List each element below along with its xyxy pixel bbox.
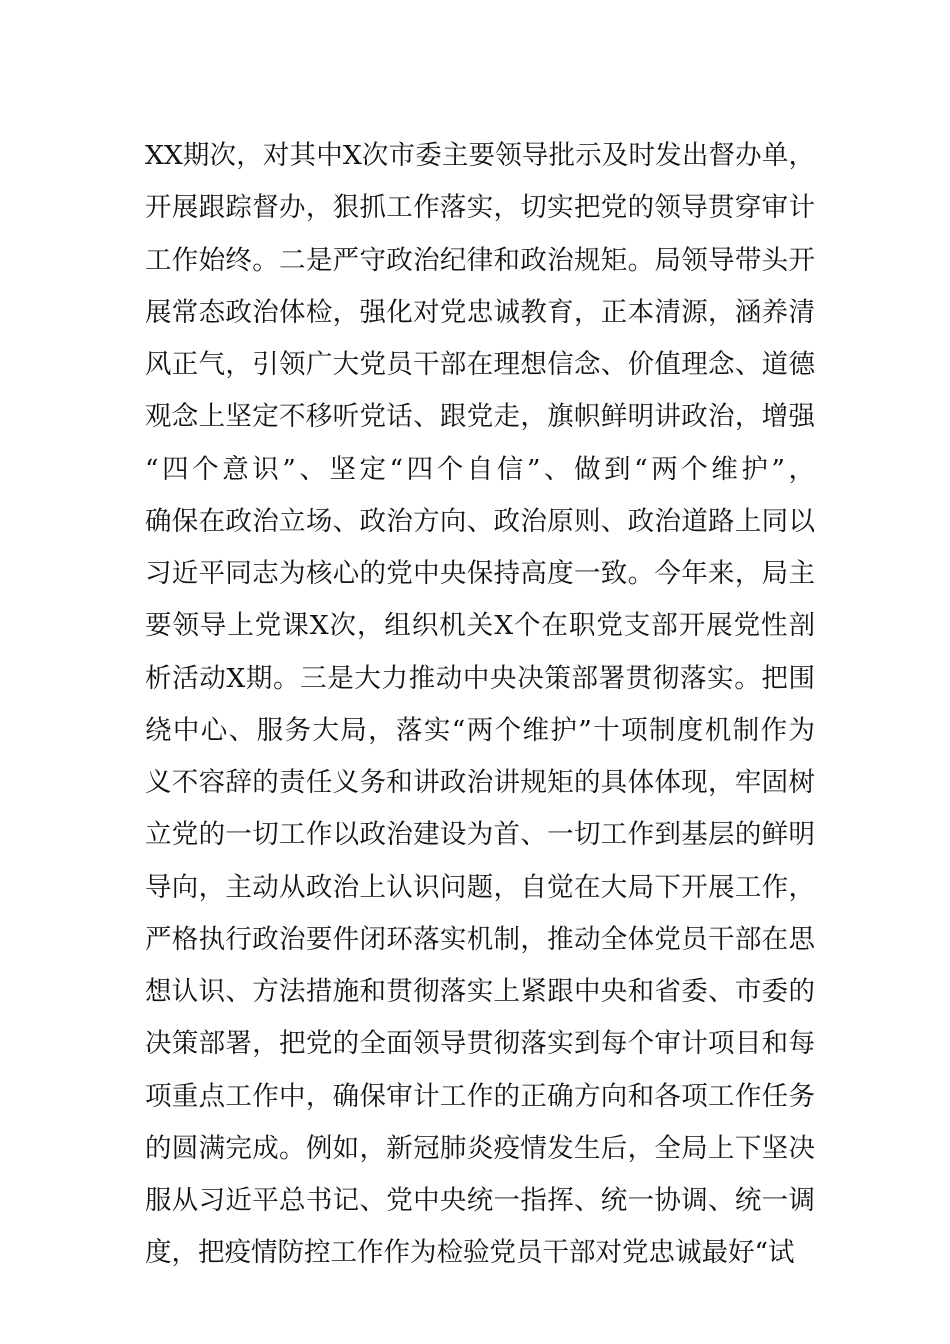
text-line: 要领导上党课X次，组织机关X个在职党支部开展党性剖 (145, 610, 815, 642)
text-line: 绕中心、服务大局，落实“两个维护”十项制度机制作为 (145, 714, 815, 746)
text-line: 立党的一切工作以政治建设为首、一切工作到基层的鲜明 (145, 819, 815, 851)
text-line: 项重点工作中，确保审计工作的正确方向和各项工作任务 (145, 1080, 815, 1112)
text-line: “四个意识”、坚定“四个自信”、做到“两个维护”， (145, 453, 815, 485)
text-line: 严格执行政治要件闭环落实机制，推动全体党员干部在思 (145, 923, 815, 955)
text-line: 风正气，引领广大党员干部在理想信念、价值理念、道德 (145, 349, 815, 380)
text-line: 观念上坚定不移听党话、跟党走，旗帜鲜明讲政治，增强 (145, 401, 815, 433)
text-line: 习近平同志为核心的党中央保持高度一致。今年来，局主 (145, 558, 815, 589)
text-line: 导向，主动从政治上认识问题，自觉在大局下开展工作， (145, 871, 815, 903)
text-line: 的圆满完成。例如，新冠肺炎疫情发生后，全局上下坚决 (145, 1132, 815, 1164)
text-line: 工作始终。二是严守政治纪律和政治规矩。局领导带头开 (145, 244, 815, 276)
text-line: 析活动X期。三是大力推动中央决策部署贯彻落实。把围 (145, 662, 815, 694)
text-line: 服从习近平总书记、党中央统一指挥、统一协调、统一调 (145, 1185, 815, 1216)
text-line: 度，把疫情防控工作作为检验党员干部对党忠诚最好“试 (145, 1237, 795, 1269)
text-line: 确保在政治立场、政治方向、政治原则、政治道路上同以 (145, 505, 815, 537)
text-line: 展常态政治体检，强化对党忠诚教育，正本清源，涵养清 (145, 296, 815, 328)
body-paragraph (145, 130, 815, 1280)
text-line: 开展跟踪督办，狠抓工作落实，切实把党的领导贯穿审计 (145, 192, 815, 224)
text-line: XX期次，对其中X次市委主要领导批示及时发出督办单， (145, 140, 815, 171)
text-line: 义不容辞的责任义务和讲政治讲规矩的具体体现，牢固树 (145, 767, 815, 798)
text-line: 决策部署，把党的全面领导贯彻落实到每个审计项目和每 (145, 1028, 815, 1060)
text-line: 想认识、方法措施和贯彻落实上紧跟中央和省委、市委的 (145, 976, 815, 1007)
